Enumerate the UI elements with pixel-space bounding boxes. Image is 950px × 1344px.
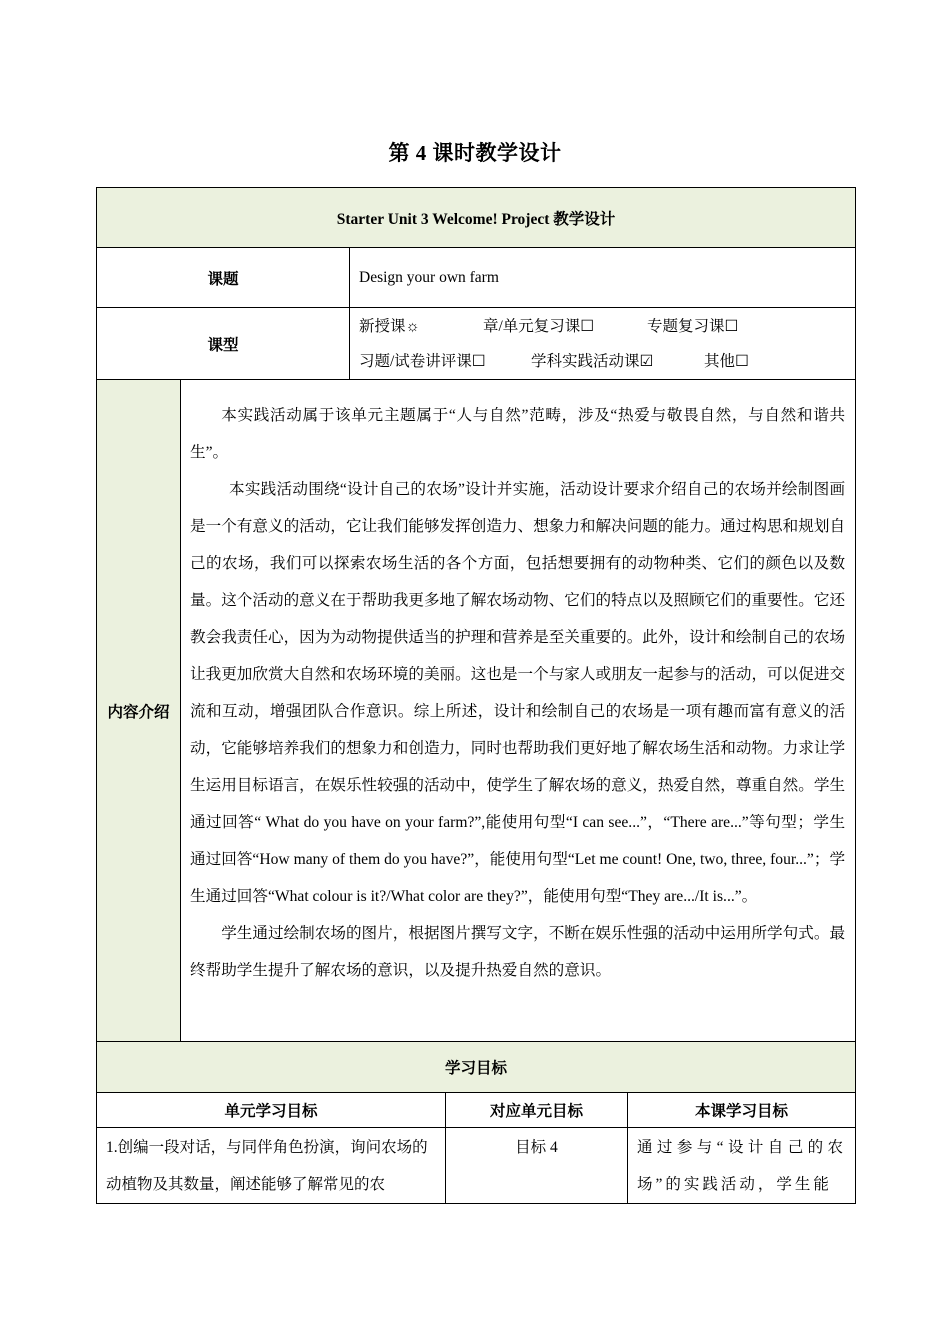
type-option-other: 其他☐ [704, 352, 749, 370]
column-lesson-goal: 本课学习目标 [628, 1093, 856, 1128]
lesson-design-table [96, 187, 856, 1204]
page-title: 第 4 课时教学设计 [388, 141, 562, 165]
unit-goal-cell: 1.创编一段对话，与同伴角色扮演，询问农场的动植物及其数量，阐述能够了解常见的农 [97, 1128, 446, 1204]
target-cell: 目标 4 [446, 1128, 628, 1204]
lesson-goal-cell: 通过参与“设计自己的农场”的实践活动，学生能 [628, 1128, 856, 1204]
column-unit-goal: 单元学习目标 [97, 1093, 446, 1128]
topic-label: 课题 [97, 248, 350, 308]
type-options [350, 308, 856, 380]
type-option-exercise: 习题/试卷讲评课☐ [359, 352, 486, 370]
type-label: 课型 [97, 308, 350, 380]
intro-paragraph: 本实践活动属于该单元主题属于“人与自然”范畴，涉及“热爱与敬畏自然，与自然和谐共生”。 [190, 407, 846, 461]
column-target: 对应单元目标 [446, 1093, 628, 1128]
intro-paragraph: 学生通过绘制农场的图片，根据图片撰写文字，不断在娱乐性强的活动中运用所学句式。最终帮助学生提升了解农场的意识，以及提升热爱自然的意识。 [190, 925, 846, 979]
table-header: Starter Unit 3 Welcome! Project 教学设计 [97, 188, 856, 248]
intro-content [181, 380, 856, 1042]
goals-header: 学习目标 [97, 1042, 856, 1093]
intro-paragraph: 本实践活动围绕“设计自己的农场”设计并实施，活动设计要求介绍自己的农场并绘制图画是一个有意义的活动，它让我们能够发挥创造力、想象力和解决问题的能力。通过构思和规划自己的农场，我们可以探索农场生活的各个方面，包括想要拥有的动物种类、它们的颜色以及数量。这个活动的意义在于帮助我更多地了解农场动物、它们的特点以及照顾它们的重要性。它还教会我责任心，因为为动物提供适当的护理和营养是至关重要的。此外，设计和绘制自己的农场让我更加欣赏大自然和农场环境的美丽。这也是一个与家人或朋友一起参与的活动，可以促进交流和互动，增强团队合作意识。综上所述，设计和绘制自己的农场是一项有趣而富有意义的活动，它能够培养我们的想象力和创造力，同时也帮助我们更好地了解农场生活和动物。力求让学生运用目标语言，在娱乐性较强的活动中，使学生了解农场的意义，热爱自然，尊重自然。学生通过回答“ What do you have on your farm?”,能使用句型“I can see...”，“There are...”等句型；学生通过回答“How many of them do you have?”，能使用句型“Let me count! One, two, three, four...”；学生通过回答“What colour is it?/What color are they?”，能使用句型“They are.../It is...”。 [190, 481, 846, 905]
type-option-topic-review: 专题复习课☐ [647, 317, 739, 335]
type-option-unit-review: 章/单元复习课☐ [483, 317, 595, 335]
type-option-practice: 学科实践活动课☑ [531, 352, 654, 370]
intro-label: 内容介绍 [97, 380, 181, 1042]
topic-value: Design your own farm [350, 248, 856, 308]
type-option-new: 新授课☼ [359, 317, 420, 335]
